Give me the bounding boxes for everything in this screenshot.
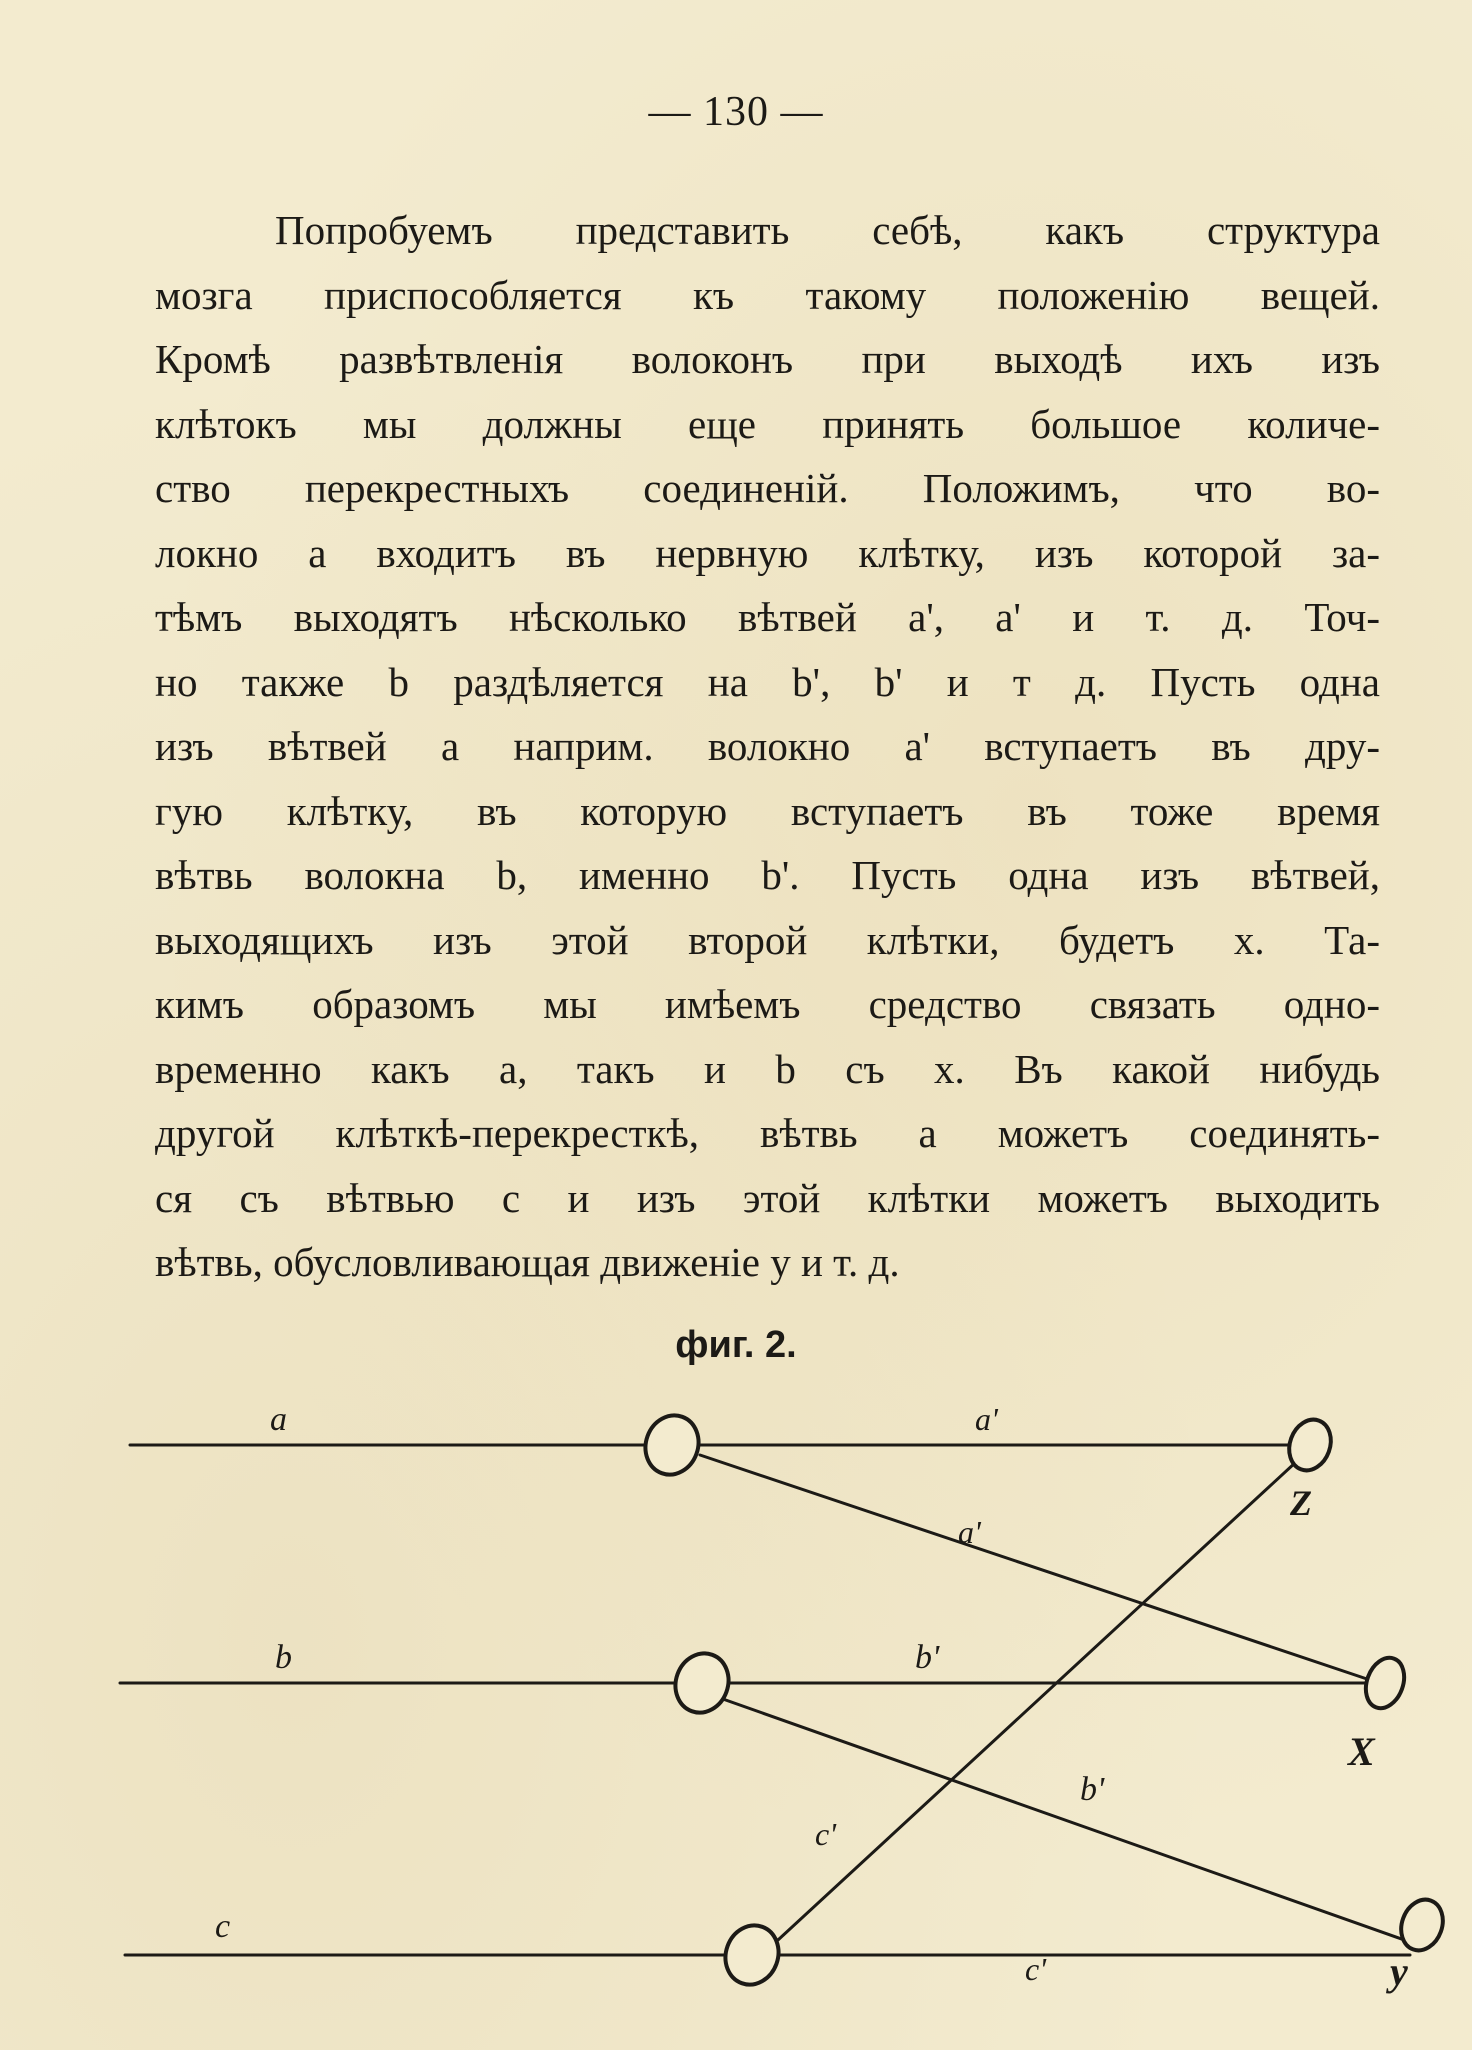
text-line: мозга приспособляется къ такому положенію вещей.	[155, 271, 1380, 318]
branch-a-to-x	[700, 1455, 1370, 1680]
label-b: b	[275, 1639, 292, 1676]
nerve-cell-diagram	[0, 1390, 1472, 2030]
body-text	[155, 198, 1380, 1295]
text-line: но также b раздѣляется на b', b' и т д. Пусть одна	[155, 658, 1380, 705]
label-b-prime-2: b'	[1080, 1771, 1105, 1808]
text-line: временно какъ a, такъ и b съ x. Въ какой нибудь	[155, 1045, 1380, 1092]
text-line: клѣтокъ мы должны еще принять большое количе-	[155, 400, 1380, 447]
label-a-prime-top: a'	[975, 1401, 998, 1437]
text-line: изъ вѣтвей a наприм. волокно a' вступаетъ въ дру-	[155, 723, 1380, 769]
label-a: a	[270, 1401, 287, 1438]
nerve-cell-y	[1394, 1894, 1449, 1957]
nerve-cell-b	[667, 1646, 736, 1720]
text-line: вѣтвь, обусловливающая движеніе y и т. д.	[155, 1239, 900, 1285]
text-line: вѣтвь волокна b, именно b'. Пусть одна изъ вѣтвей,	[155, 852, 1380, 898]
label-a-prime-diag: a'	[958, 1514, 981, 1550]
text-line: ство перекрестныхъ соединеній. Положимъ, что во-	[155, 465, 1380, 511]
label-x: X	[1348, 1729, 1375, 1774]
nerve-cell-c	[717, 1918, 786, 1992]
figure-caption: фиг. 2.	[675, 1324, 797, 1366]
text-line: гую клѣтку, въ которую вступаетъ въ тоже время	[155, 787, 1380, 834]
text-line: локно a входитъ въ нервную клѣтку, изъ которой за-	[155, 529, 1380, 576]
label-c-prime-bottom: c'	[1025, 1951, 1047, 1987]
page-number: — 130 —	[648, 89, 824, 135]
text-line: выходящихъ изъ этой второй клѣтки, будетъ x. Та-	[155, 916, 1380, 963]
text-line: другой клѣткѣ-перекресткѣ, вѣтвь a можетъ соединять-	[155, 1110, 1380, 1156]
nerve-cell-a	[637, 1408, 706, 1482]
label-b-prime-1: b'	[915, 1639, 940, 1676]
label-c: c	[215, 1908, 231, 1945]
label-z: Z	[1290, 1483, 1312, 1523]
branch-c-to-z	[778, 1462, 1296, 1940]
text-line: тѣмъ выходятъ нѣсколько вѣтвей a', a' и т. д. Точ-	[155, 594, 1380, 640]
nerve-cell-x	[1359, 1652, 1411, 1713]
text-line: кимъ образомъ мы имѣемъ средство связать одно-	[155, 981, 1380, 1027]
text-line: Кромѣ развѣтвленія волоконъ при выходѣ ихъ изъ	[155, 336, 1380, 382]
label-y: y	[1390, 1949, 1408, 1994]
text-line: Попробуемъ представить себѣ, какъ структура	[275, 207, 1380, 253]
label-c-prime-diag: c'	[815, 1816, 837, 1852]
text-line: ся съ вѣтвью c и изъ этой клѣтки можетъ выходить	[155, 1174, 1380, 1221]
